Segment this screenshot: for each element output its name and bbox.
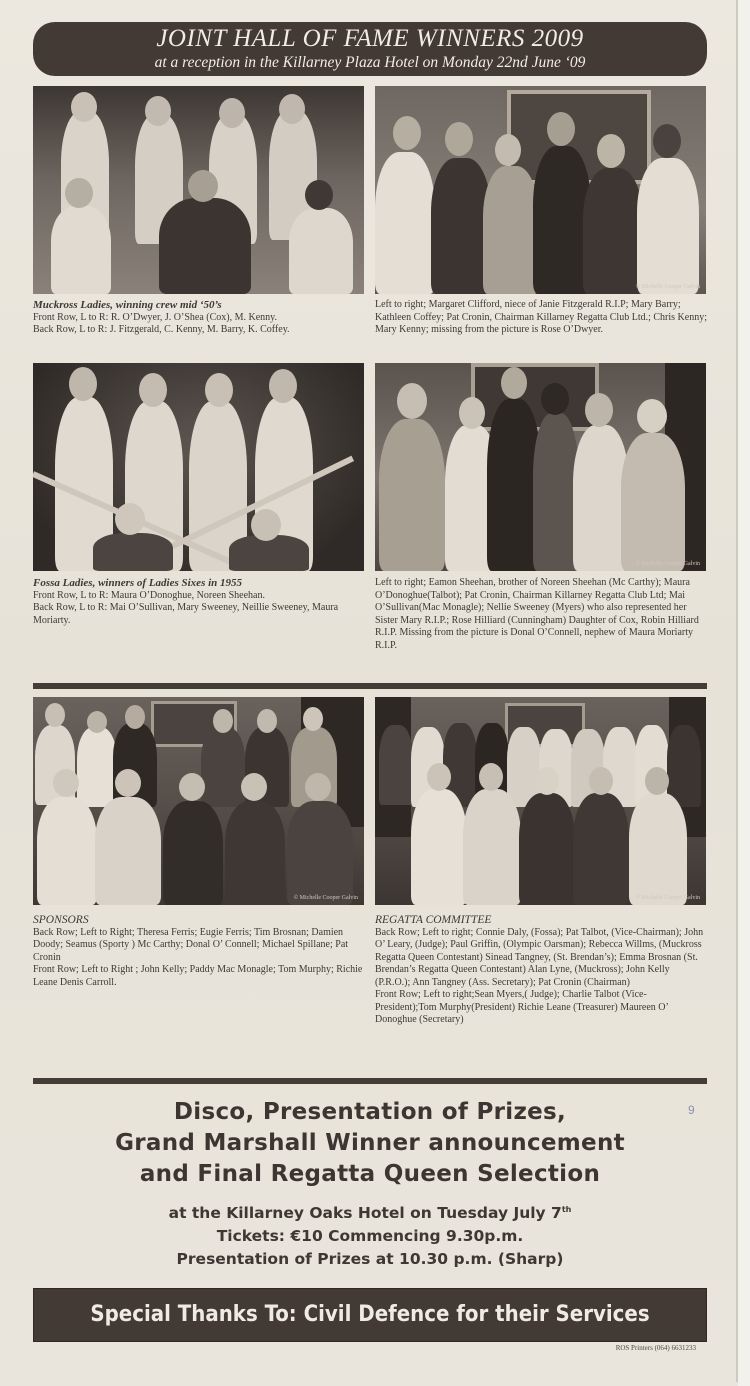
event-headline-line: and Final Regatta Queen Selection — [139, 1161, 601, 1187]
photo-credit: © Michelle Cooper Galvin — [635, 561, 700, 567]
caption-line: Front Row; Left to right;Sean Myers,( Judge); Charlie Talbot (Vice-President);Tom Murphy(President) Richie Leane (Treasurer) Maureen O’ Donoghue (Secretary) — [375, 989, 669, 1025]
photo-regatta-committee — [375, 697, 706, 905]
photo-sponsors — [33, 697, 364, 905]
photo-fossa-ladies-1955 — [33, 363, 364, 571]
caption-title: Muckross Ladies, winning crew mid ‘50’s — [33, 299, 222, 311]
caption-regatta-committee — [375, 914, 707, 1027]
caption-line: Front Row; Left to Right ; John Kelly; Paddy Mac Monagle; Tom Murphy; Richie Leane Denis Carroll. — [33, 964, 363, 988]
event-tickets: Tickets: €10 Commencing 9.30p.m. — [216, 1227, 524, 1246]
event-details — [33, 1198, 707, 1271]
header-banner — [33, 22, 707, 76]
event-headline-line: Grand Marshall Winner announcement — [115, 1130, 625, 1156]
caption-line: Back Row, L to R: Mai O’Sullivan, Mary Sweeney, Neillie Sweeney, Maura Moriarty. — [33, 602, 339, 626]
page-edge — [738, 0, 750, 1386]
caption-muckross-reception — [375, 299, 707, 337]
photo-credit: © Michelle Cooper Galvin — [635, 284, 700, 290]
printer-credit: ROS Printers (064) 6631233 — [615, 1344, 696, 1352]
caption-title: REGATTA COMMITTEE — [375, 914, 492, 926]
page-title: JOINT HALL OF FAME WINNERS 2009 — [156, 25, 584, 52]
section-divider — [33, 683, 707, 689]
photo-muckross-ladies-1950s — [33, 86, 364, 294]
caption-title: Fossa Ladies, winners of Ladies Sixes in 1955 — [33, 577, 243, 589]
event-headline — [33, 1097, 707, 1190]
caption-fossa-reception — [375, 577, 707, 652]
thanks-banner: Special Thanks To: Civil Defence for their Services — [33, 1288, 707, 1342]
caption-text: Left to right; Margaret Clifford, niece of Janie Fitzgerald R.I.P; Mary Barry; Kathleen Coffey; Pat Cronin, Chairman Killarney Regatta Club Ltd.; Chris Kenny; Mary Kenny; missing from the picture is Rose O’Dwyer. — [375, 299, 707, 335]
caption-line: Front Row, L to R: Maura O’Donoghue, Noreen Sheehan. — [33, 589, 265, 601]
caption-line: Back Row; Left to right; Connie Daly, (Fossa); Pat Talbot, (Vice-Chairman); John O’ Leary, (Judge); Paul Griffin, (Olympic Oarsman); Rebecca Willms, (Muckross Regatta Queen Contestant) Sinead Tangney, (St. Brendan’s); Emma Brosnan (St. Brendan’s Regatta Queen Contestant) Alan Lyne, (Muckross); John Kelly (P.R.O.); Ann Tangney (Ass. Secretary); Pat Cronin (Chairman) — [375, 926, 704, 988]
caption-fossa-ladies — [33, 577, 368, 627]
event-venue-text: at the Killarney Oaks Hotel on Tuesday July 7 — [168, 1204, 562, 1223]
photo-muckross-reception — [375, 86, 706, 294]
caption-line: Front Row, L to R: R. O’Dwyer, J. O’Shea (Cox), M. Kenny. — [33, 311, 278, 323]
photo-credit: © Michelle Cooper Galvin — [635, 895, 700, 901]
caption-sponsors — [33, 914, 368, 989]
caption-text: Left to right; Eamon Sheehan, brother of Noreen Sheehan (Mc Carthy); Maura O’Donoghue(Talbot); Pat Cronin, Chairman Killarney Regatta Club Ltd; Mai O’Sullivan(Mac Monagle); Nellie Sweeney (Myers) who also represented her Sister Mary R.I.P.; Rose Hilliard (Cunningham) Daughter of Cox, Robin Hilliard R.I.P. Missing from the picture is Donal O’Connell, nephew of Maura Moriarty R.I.P. — [375, 577, 699, 651]
photo-fossa-reception — [375, 363, 706, 571]
page-subtitle: at a reception in the Killarney Plaza Hotel on Monday 22nd June ‘09 — [154, 54, 586, 71]
caption-line: Back Row; Left to Right; Theresa Ferris; Eugie Ferris; Tim Brosnan; Damien Doody; Seamus (Sporty ) Mc Carthy; Donal O’ Connell; Michael Spillane; Pat Cronin — [33, 926, 349, 963]
caption-line: Back Row, L to R: J. Fitzgerald, C. Kenny, M. Barry, K. Coffey. — [33, 324, 290, 335]
caption-muckross-ladies — [33, 299, 368, 337]
event-venue — [33, 1198, 707, 1225]
section-divider — [33, 1078, 707, 1084]
event-prize-time: Presentation of Prizes at 10.30 p.m. (Sharp) — [176, 1250, 564, 1269]
photo-credit: © Michelle Cooper Galvin — [293, 895, 358, 901]
ordinal-suffix: th — [561, 1205, 572, 1214]
handwritten-mark: 9 — [688, 1103, 695, 1117]
event-headline-line: Disco, Presentation of Prizes, — [173, 1099, 567, 1125]
caption-title: SPONSORS — [33, 914, 89, 926]
